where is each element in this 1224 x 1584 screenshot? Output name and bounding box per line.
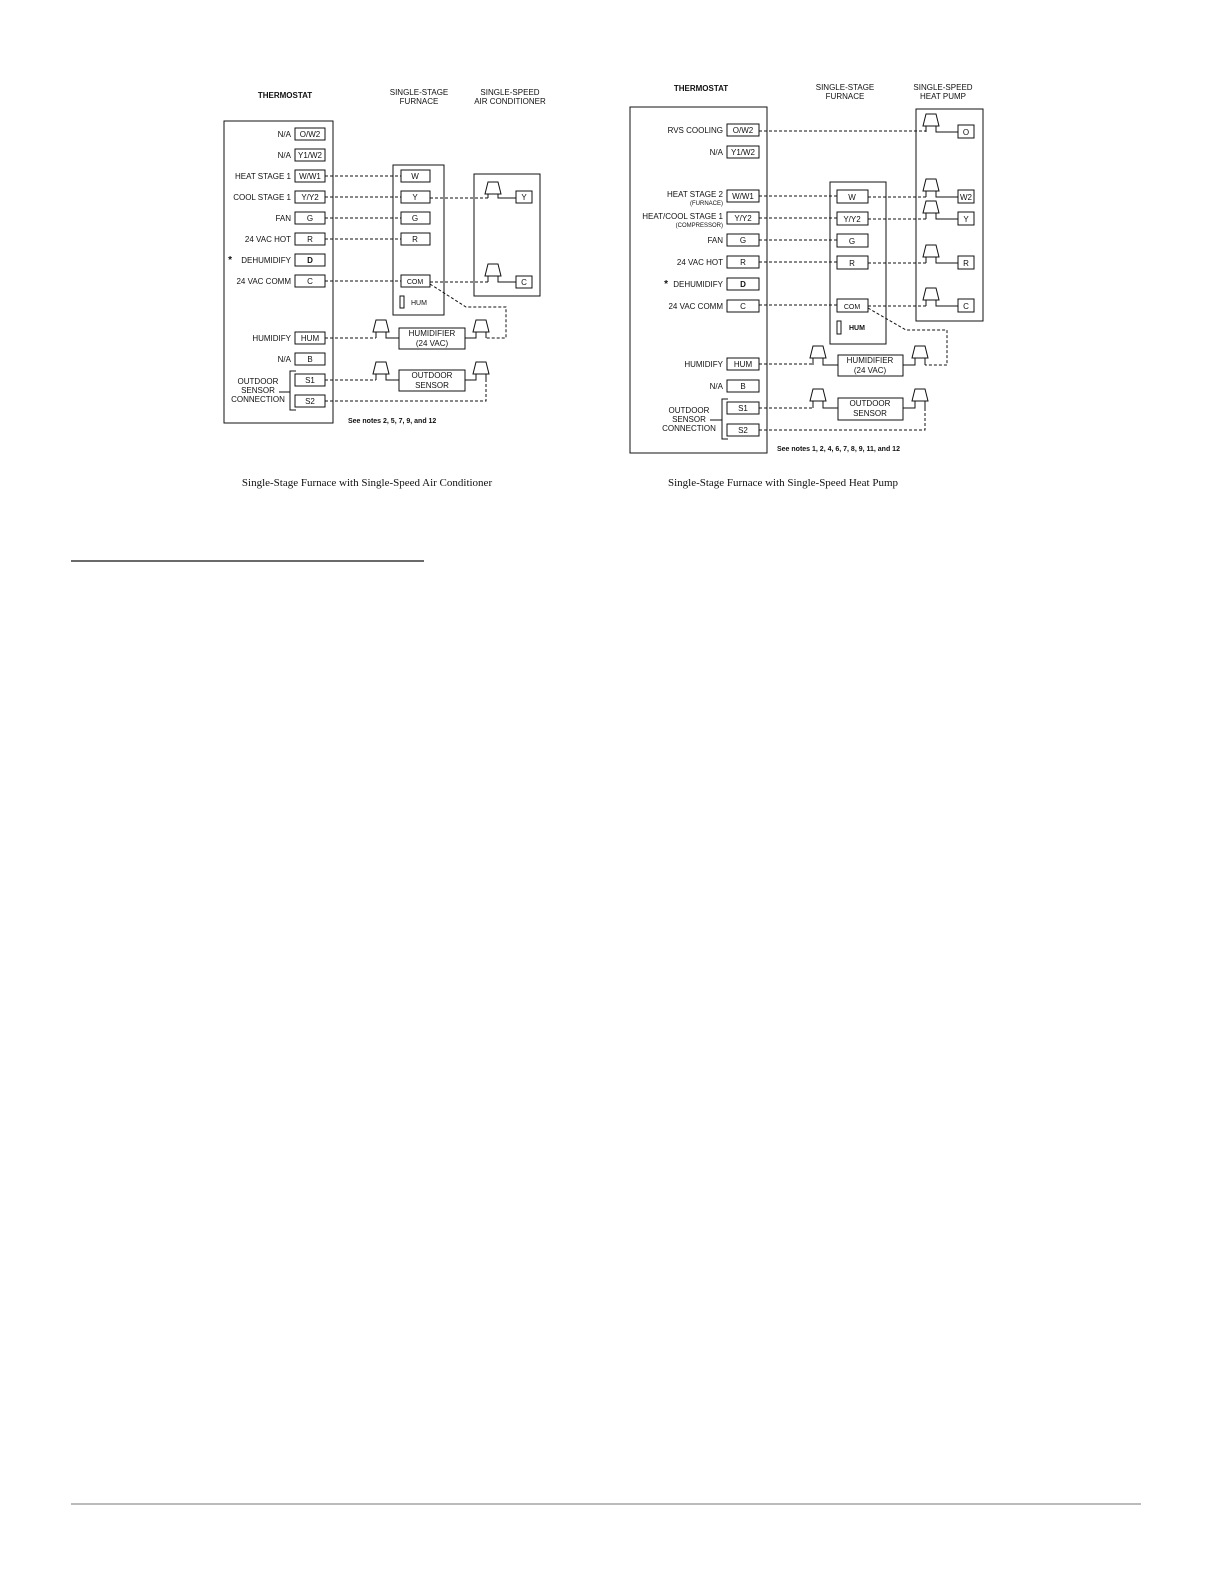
hp-terminal-label: R xyxy=(963,259,969,268)
terminal-label: R xyxy=(307,235,313,244)
left-thermostat-row xyxy=(275,212,325,224)
row-label: RVS COOLING xyxy=(667,126,723,135)
left-thermostat-row xyxy=(295,374,325,386)
outdoor-label-1: OUTDOOR xyxy=(237,377,279,386)
right-humidifier-connector xyxy=(903,346,928,365)
furnace-terminal-label: W xyxy=(848,193,856,202)
ac-terminal-label: Y xyxy=(521,193,527,202)
terminal-label: S1 xyxy=(305,376,315,385)
hp-terminal-label: O xyxy=(962,128,970,137)
terminal-label: HUM xyxy=(733,360,753,369)
terminal-label: W/W1 xyxy=(299,172,321,181)
left-ac-header-1: SINGLE-SPEED xyxy=(480,88,540,97)
right-furnace-header-2: FURNACE xyxy=(825,92,865,101)
row-label: HUMIDIFY xyxy=(252,334,291,343)
right-wiring-diagram xyxy=(630,83,983,489)
left-sensor-connector xyxy=(465,362,489,380)
right-thermostat-row xyxy=(707,234,759,246)
outdoor-sensor-label-1: OUTDOOR xyxy=(849,399,891,408)
left-humidifier-connector xyxy=(465,320,489,338)
terminal-label: S1 xyxy=(738,404,748,413)
outdoor-label-2: SENSOR xyxy=(672,415,706,424)
right-sensor-connector xyxy=(903,389,928,408)
row-label: COOL STAGE 1 xyxy=(233,193,291,202)
humidifier-label-1: HUMIDIFIER xyxy=(408,329,456,338)
row-label: 24 VAC HOT xyxy=(244,235,291,244)
left-thermostat-row xyxy=(245,233,325,245)
right-thermostat-row xyxy=(710,146,759,158)
outdoor-sensor-label-2: SENSOR xyxy=(415,381,449,390)
right-hp-header-2: HEAT PUMP xyxy=(920,92,966,101)
terminal-label: O/W2 xyxy=(732,126,754,135)
hp-terminal-label: C xyxy=(963,302,969,311)
left-furnace-header-2: FURNACE xyxy=(399,97,439,106)
left-humidifier-connector xyxy=(373,320,399,338)
terminal-label: G xyxy=(306,214,314,223)
right-furnace-header-1: SINGLE-STAGE xyxy=(815,83,875,92)
left-furnace-header-1: SINGLE-STAGE xyxy=(389,88,449,97)
right-hp-connector xyxy=(923,288,958,306)
row-label: HUMIDIFY xyxy=(684,360,723,369)
row-label: HEAT STAGE 1 xyxy=(234,172,291,181)
row-label: DEHUMIDIFY xyxy=(241,256,291,265)
right-sensor-connector xyxy=(810,389,838,408)
furnace-hum-label: HUM xyxy=(411,300,427,307)
row-label: 24 VAC COMM xyxy=(236,277,291,286)
row-sublabel: (COMPRESSOR) xyxy=(675,223,723,229)
row-label: FAN xyxy=(275,214,291,223)
left-thermostat-row xyxy=(278,149,325,161)
terminal-label: HUM xyxy=(300,334,320,343)
humidifier-label-2: (24 VAC) xyxy=(415,339,449,348)
terminal-label: W/W1 xyxy=(732,192,754,201)
right-hp-connector xyxy=(923,114,958,132)
terminal-label: Y1/W2 xyxy=(297,151,323,160)
left-wiring-diagram xyxy=(224,88,546,489)
furnace-terminal-label: G xyxy=(848,237,856,246)
row-label: 24 VAC COMM xyxy=(668,302,723,311)
left-thermostat-row xyxy=(235,170,325,182)
terminal-label: B xyxy=(307,355,313,364)
right-notes: See notes 1, 2, 4, 6, 7, 8, 9, 11, and 12 xyxy=(777,446,900,453)
right-thermostat-row xyxy=(684,358,759,370)
row-label: N/A xyxy=(277,130,291,139)
row-label: DEHUMIDIFY xyxy=(673,280,723,289)
left-thermostat-row xyxy=(228,254,325,266)
humidifier-label-1: HUMIDIFIER xyxy=(846,356,894,365)
terminal-label: Y/Y2 xyxy=(301,193,319,202)
note-star: * xyxy=(664,279,668,290)
furnace-terminal-label: W xyxy=(411,172,419,181)
right-caption: Single-Stage Furnace with Single-Speed Heat Pump xyxy=(667,477,899,489)
hp-terminal-label: Y xyxy=(963,215,969,224)
right-thermostat-row xyxy=(667,190,759,207)
terminal-label: C xyxy=(740,302,746,311)
left-thermostat-row xyxy=(252,332,325,344)
furnace-hum-label: HUM xyxy=(849,325,865,332)
row-label: N/A xyxy=(709,148,723,157)
furnace-terminal-label: COM xyxy=(843,304,861,311)
left-furnace-hum-terminal xyxy=(400,296,404,308)
left-ac-connector xyxy=(485,182,516,198)
row-label: N/A xyxy=(277,151,291,160)
right-hp-connector xyxy=(923,245,958,263)
row-label: N/A xyxy=(709,382,723,391)
row-sublabel: (FURNACE) xyxy=(690,201,723,207)
terminal-label: D xyxy=(740,280,746,289)
left-ac-connector xyxy=(485,264,516,282)
row-label: N/A xyxy=(277,355,291,364)
outdoor-label-3: CONNECTION xyxy=(231,395,285,404)
left-thermostat-row xyxy=(278,128,325,140)
right-hp-connector xyxy=(923,201,958,219)
furnace-terminal-label: R xyxy=(849,259,855,268)
right-furnace-hum-terminal xyxy=(837,321,841,334)
left-thermostat-row xyxy=(278,353,325,365)
ac-terminal-label: C xyxy=(521,278,527,287)
hp-terminal-label: W2 xyxy=(960,193,972,202)
terminal-label: Y1/W2 xyxy=(730,148,756,157)
left-thermostat-row xyxy=(236,275,325,287)
right-thermostat-row xyxy=(677,256,759,268)
terminal-label: R xyxy=(740,258,746,267)
terminal-label: D xyxy=(307,256,313,265)
left-ac-header-2: AIR CONDITIONER xyxy=(474,97,546,106)
furnace-terminal-label: G xyxy=(411,214,419,223)
outdoor-sensor-label-2: SENSOR xyxy=(853,409,887,418)
left-notes: See notes 2, 5, 7, 9, and 12 xyxy=(348,418,437,425)
terminal-label: S2 xyxy=(738,426,748,435)
outdoor-label-2: SENSOR xyxy=(241,386,275,395)
left-thermostat-title: THERMOSTAT xyxy=(257,91,313,100)
terminal-label: B xyxy=(740,382,746,391)
right-thermostat-row xyxy=(668,124,759,136)
right-thermostat-row xyxy=(642,212,759,229)
humidifier-label-2: (24 VAC) xyxy=(853,366,887,375)
furnace-terminal-label: Y xyxy=(412,193,418,202)
terminal-label: C xyxy=(307,277,313,286)
left-thermostat-row xyxy=(233,191,325,203)
terminal-label: G xyxy=(739,236,747,245)
furnace-terminal-label: COM xyxy=(406,279,424,286)
note-star: * xyxy=(228,255,232,266)
row-label: HEAT STAGE 2 xyxy=(666,190,723,199)
outdoor-label-3: CONNECTION xyxy=(662,424,716,433)
left-sensor-connector xyxy=(373,362,399,380)
right-thermostat-row xyxy=(710,380,759,392)
right-thermostat-row xyxy=(668,300,759,312)
right-thermostat-row xyxy=(664,278,759,290)
terminal-label: Y/Y2 xyxy=(734,214,752,223)
right-thermostat-row xyxy=(727,424,759,436)
right-thermostat-row xyxy=(727,402,759,414)
left-caption: Single-Stage Furnace with Single-Speed Air Conditioner xyxy=(241,477,493,489)
right-humidifier-connector xyxy=(810,346,838,365)
furnace-terminal-label: Y/Y2 xyxy=(843,215,861,224)
right-hp-connector xyxy=(923,179,958,197)
outdoor-sensor-label-1: OUTDOOR xyxy=(411,371,453,380)
left-thermostat-row xyxy=(295,395,325,407)
row-label: FAN xyxy=(707,236,723,245)
right-hp-header-1: SINGLE-SPEED xyxy=(913,83,973,92)
terminal-label: O/W2 xyxy=(299,130,321,139)
terminal-label: S2 xyxy=(305,397,315,406)
right-thermostat-title: THERMOSTAT xyxy=(673,84,729,93)
row-label: 24 VAC HOT xyxy=(676,258,723,267)
row-label: HEAT/COOL STAGE 1 xyxy=(642,212,723,221)
outdoor-label-1: OUTDOOR xyxy=(668,406,710,415)
furnace-terminal-label: R xyxy=(412,235,418,244)
